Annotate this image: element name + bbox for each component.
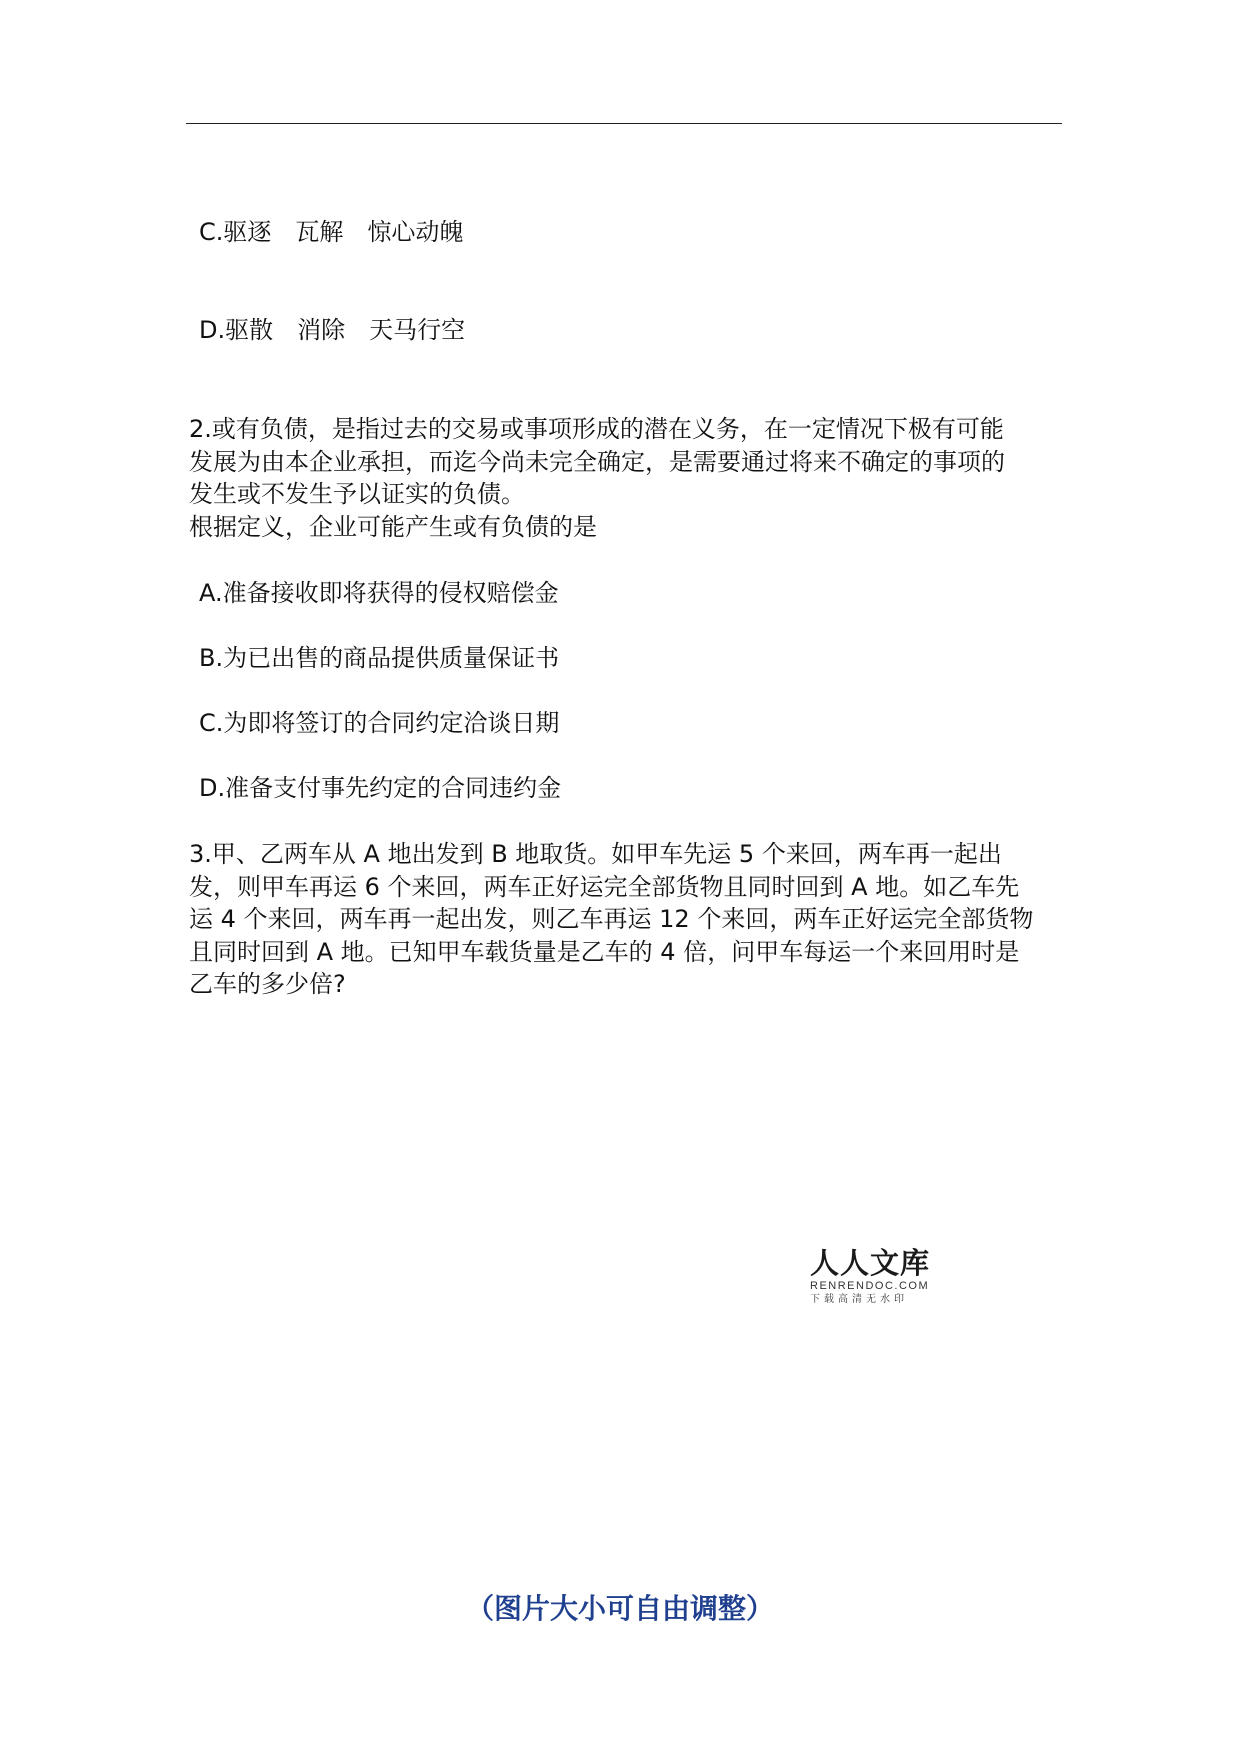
q2-stem-line: 2.或有负债，是指过去的交易或事项形成的潜在义务，在一定情况下极有可能 (189, 415, 1004, 443)
q2-stem-line: 根据定义，企业可能产生或有负债的是 (189, 512, 597, 541)
q3-stem-line: 3.甲、乙两车从 A 地出发到 B 地取货。如甲车先运 5 个来回，两车再一起出 (189, 840, 1002, 868)
q3-stem-line: 发，则甲车再运 6 个来回，两车正好运完全部货物且同时回到 A 地。如乙车先 (189, 872, 1020, 901)
watermark-domain: RENRENDOC.COM (810, 1280, 930, 1292)
watermark-tagline: 下载高清无水印 (810, 1294, 908, 1305)
q2-option-b: B.为已出售的商品提供质量保证书 (199, 644, 560, 672)
q2-option-d: D.准备支付事先约定的合同违约金 (199, 774, 562, 802)
image-resize-caption: （图片大小可自由调整） (465, 1592, 774, 1625)
q2-stem-line: 发展为由本企业承担，而迄今尚未完全确定，是需要通过将来不确定的事项的 (189, 447, 1005, 476)
watermark-title: 人人文库 (810, 1246, 931, 1280)
q3-stem-line: 乙车的多少倍? (189, 970, 346, 998)
header-rule (186, 123, 1062, 124)
q2-option-c: C.为即将签订的合同约定洽谈日期 (199, 709, 560, 737)
q3-stem (189, 838, 1069, 1001)
q3-stem-line: 运 4 个来回，两车再一起出发，则乙车再运 12 个来回，两车正好运完全部货物 (189, 905, 1034, 933)
q2-stem (189, 413, 1069, 543)
watermark-logo (810, 1247, 940, 1306)
q2-stem-line: 发生或不发生予以证实的负债。 (189, 480, 525, 508)
q1-option-c: C.驱逐 瓦解 惊心动魄 (199, 218, 464, 246)
q1-option-d: D.驱散 消除 天马行空 (199, 316, 466, 344)
q3-stem-line: 且同时回到 A 地。已知甲车载货量是乙车的 4 倍，问甲车每运一个来回用时是 (189, 937, 1020, 966)
q2-option-a: A.准备接收即将获得的侵权赔偿金 (199, 579, 559, 607)
